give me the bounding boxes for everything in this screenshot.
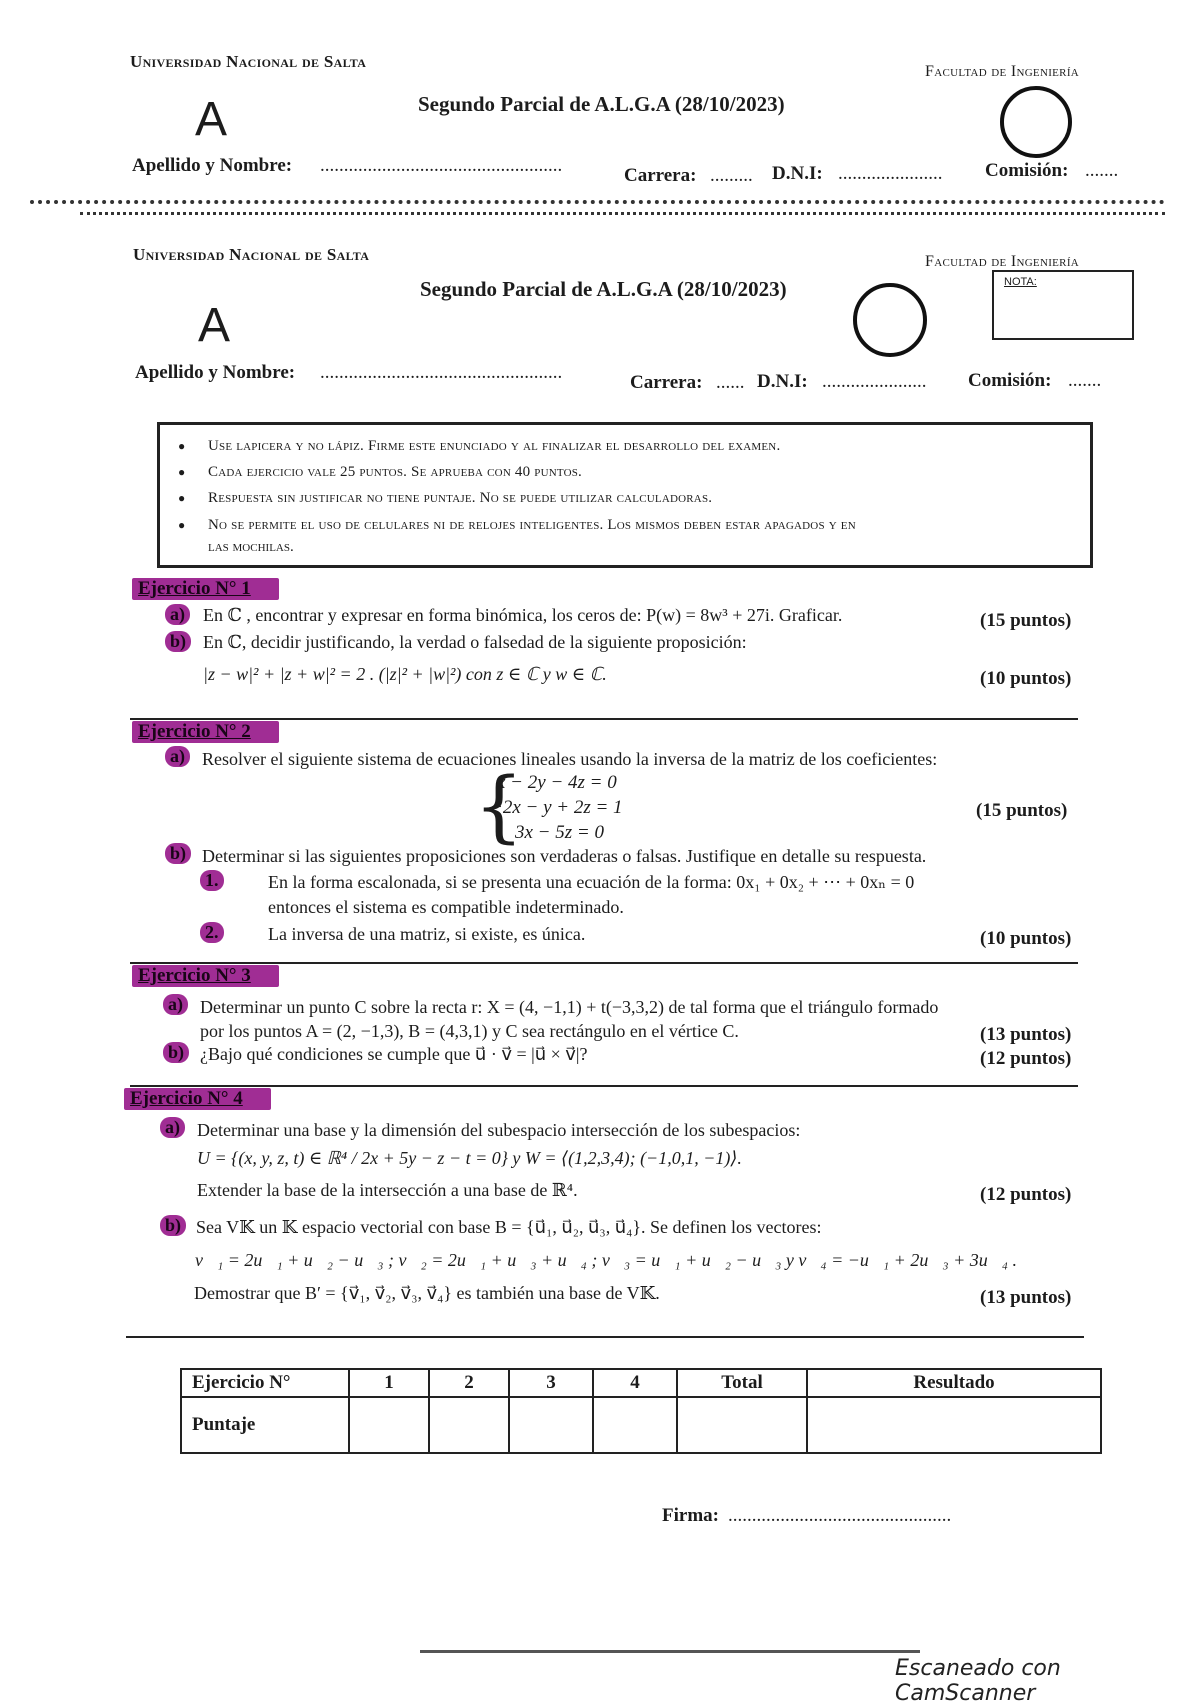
equation-2: −2x − y + 2z = 1: [490, 797, 623, 818]
name-label: Apellido y Nombre:: [132, 155, 293, 176]
score-row-label: Puntaje: [181, 1397, 349, 1453]
university-name-2: Universidad Nacional de Salta: [133, 245, 370, 264]
ex3-title: Ejercicio N° 3: [132, 965, 279, 987]
ex4-a-line3: Extender la base de la intersección a una base de ℝ⁴.: [197, 1180, 578, 1200]
ex2-p2-text: La inversa de una matriz, si existe, es única.: [268, 924, 586, 944]
rules-box: [157, 422, 1093, 568]
score-cell-2[interactable]: [429, 1397, 509, 1453]
comision-dots-2: .......: [1068, 370, 1102, 391]
ex3-b-label: b): [163, 1042, 189, 1063]
faculty-name-2: Facultad de Ingeniería: [925, 253, 1080, 270]
name-dots-2: ...................................................: [320, 362, 563, 383]
ex2-p1-line1: En la forma escalonada, si se presenta una ecuación de la forma: 0x₁ + 0x₂ + ⋯ + 0xₙ = 0: [268, 872, 915, 892]
ex2-b-points: (10 puntos): [980, 928, 1072, 949]
scan-edge: [420, 1650, 920, 1653]
score-table: [180, 1368, 1102, 1454]
carrera-label: Carrera:: [624, 165, 697, 186]
comision-label: Comisión:: [985, 160, 1069, 181]
ex2-a-label: a): [165, 746, 190, 767]
ex4-title: Ejercicio N° 4: [124, 1088, 271, 1110]
ex1-a-text: En ℂ , encontrar y expresar en forma binómica, los ceros de: P(w) = 8w³ + 27i. Graficar.: [203, 605, 843, 625]
score-header-label: Ejercicio N°: [181, 1369, 349, 1397]
ex1-b-formula: |z − w|² + |z + w|² = 2 . (|z|² + |w|²) con z ∈ ℂ y w ∈ ℂ.: [203, 664, 607, 684]
ex4-a-points: (12 puntos): [980, 1184, 1072, 1205]
carrera-label-2: Carrera:: [630, 372, 703, 393]
ex4-a-line1: Determinar una base y la dimensión del subespacio intersección de los subespacios:: [197, 1120, 801, 1140]
exam-title: Segundo Parcial de A.L.G.A (28/10/2023): [418, 92, 785, 116]
ex3-a-label: a): [163, 994, 188, 1015]
section-divider: [130, 962, 1078, 964]
equation-1: x − 2y − 4z = 0: [497, 772, 617, 793]
ex4-b-label: b): [160, 1215, 186, 1236]
signature-line: ...............................................: [728, 1505, 952, 1526]
exam-title-2: Segundo Parcial de A.L.G.A (28/10/2023): [420, 277, 787, 301]
rule-continuation: las mochilas.: [208, 539, 294, 555]
ex1-title: Ejercicio N° 1: [132, 578, 279, 600]
ex3-a-line2: por los puntos A = (2, −1,3), B = (4,3,1) y C sea rectángulo en el vértice C.: [200, 1021, 739, 1041]
ex4-b-points: (13 puntos): [980, 1287, 1072, 1308]
rule-item: ● Use lapicera y no lápiz. Firme este enunciado y al finalizar el desarrollo del examen.: [178, 433, 1090, 459]
section-divider: [126, 1336, 1084, 1338]
ex4-b-line2: v⃗₁ = 2u⃗₁ + u⃗₂ − u⃗₃ ; v⃗₂ = 2u⃗₁ + u⃗₃ + u⃗₄ ; v⃗₃ = u⃗₁ + u⃗₂ − u⃗₃ y v⃗₄ = −u⃗₁ + 2u⃗₃ + 3u⃗₄ .: [195, 1250, 1017, 1270]
score-cell-result[interactable]: [807, 1397, 1101, 1453]
exam-version: A: [195, 93, 228, 146]
ex2-title: Ejercicio N° 2: [132, 721, 279, 743]
nota-box: [992, 270, 1134, 340]
score-header-4: 4: [593, 1369, 677, 1397]
ex3-b-points: (12 puntos): [980, 1048, 1072, 1069]
signature-label: Firma:: [662, 1505, 719, 1526]
tear-line-2: [80, 212, 1165, 215]
carrera-dots-2: ......: [716, 372, 745, 393]
ex2-p1-label: 1.: [200, 870, 224, 891]
score-header-1: 1: [349, 1369, 429, 1397]
section-divider: [130, 718, 1078, 720]
dni-label: D.N.I:: [772, 163, 823, 184]
score-cell-1[interactable]: [349, 1397, 429, 1453]
grade-circle-2: [853, 283, 927, 357]
dni-dots-2: ......................: [822, 371, 927, 392]
ex2-b-text: Determinar si las siguientes proposiciones son verdaderas o falsas. Justifique en detalle su respuesta.: [202, 846, 927, 866]
comision-dots: .......: [1085, 160, 1119, 181]
ex2-p1-line2: entonces el sistema es compatible indeterminado.: [268, 897, 624, 917]
grade-circle: [1000, 86, 1072, 158]
ex4-b-line3: Demostrar que B′ = {v⃗₁, v⃗₂, v⃗₃, v⃗₄} es también una base de V𝕂.: [194, 1283, 660, 1303]
rule-item: ● No se permite el uso de celulares ni de relojes inteligentes. Los mismos deben estar apagados y en: [178, 515, 1090, 535]
ex4-a-line2: U = {(x, y, z, t) ∈ ℝ⁴ / 2x + 5y − z − t = 0} y W = ⟨(1,2,3,4); (−1,0,1, −1)⟩.: [197, 1148, 742, 1168]
dni-label-2: D.N.I:: [757, 371, 808, 392]
system-brace: {: [474, 762, 524, 852]
ex1-a-points: (15 puntos): [980, 610, 1072, 631]
university-name: Universidad Nacional de Salta: [130, 52, 367, 71]
ex3-a-line1: Determinar un punto C sobre la recta r: X = (4, −1,1) + t(−3,3,2) de tal forma que el triángulo formado: [200, 997, 939, 1017]
score-cell-3[interactable]: [509, 1397, 593, 1453]
rule-item: ● Cada ejercicio vale 25 puntos. Se aprueba con 40 puntos.: [178, 459, 1090, 485]
score-cell-4[interactable]: [593, 1397, 677, 1453]
ex1-a-label: a): [165, 604, 190, 625]
camscanner-watermark: Escaneado con CamScanner: [895, 1656, 1061, 1706]
score-header-total: Total: [677, 1369, 807, 1397]
rules-list: [178, 433, 1090, 535]
carrera-dots: .........: [710, 165, 753, 186]
ex2-p2-label: 2.: [200, 922, 224, 943]
rule-item: ● Respuesta sin justificar no tiene puntaje. No se puede utilizar calculadoras.: [178, 485, 1090, 511]
ex3-a-points: (13 puntos): [980, 1024, 1072, 1045]
exam-version-2: A: [198, 299, 231, 352]
name-dots: ...................................................: [320, 155, 563, 176]
tear-line: [30, 200, 1165, 204]
ex1-b-points: (10 puntos): [980, 668, 1072, 689]
ex2-a-points: (15 puntos): [976, 800, 1068, 821]
name-label-2: Apellido y Nombre:: [135, 362, 296, 383]
ex4-b-line1: Sea V𝕂 un 𝕂 espacio vectorial con base B = {u⃗₁, u⃗₂, u⃗₃, u⃗₄}. Se definen los vectores:: [196, 1217, 822, 1237]
equation-3: 3x − 5z = 0: [515, 822, 604, 843]
ex3-b-text: ¿Bajo qué condiciones se cumple que u⃗ · v⃗ = |u⃗ × v⃗|?: [200, 1044, 588, 1064]
score-cell-total[interactable]: [677, 1397, 807, 1453]
dni-dots: ......................: [838, 163, 943, 184]
ex2-b-label: b): [165, 843, 191, 864]
ex1-b-text: En ℂ, decidir justificando, la verdad o falsedad de la siguiente proposición:: [203, 632, 747, 652]
score-header-2: 2: [429, 1369, 509, 1397]
faculty-name: Facultad de Ingeniería: [925, 63, 1080, 80]
score-header-3: 3: [509, 1369, 593, 1397]
score-header-result: Resultado: [807, 1369, 1101, 1397]
ex2-a-text: Resolver el siguiente sistema de ecuaciones lineales usando la inversa de la matriz de los coeficientes:: [202, 749, 938, 769]
ex4-a-label: a): [160, 1117, 185, 1138]
ex1-b-label: b): [165, 631, 191, 652]
section-divider: [130, 1085, 1078, 1087]
comision-label-2: Comisión:: [968, 370, 1052, 391]
nota-label: NOTA:: [1004, 276, 1037, 288]
